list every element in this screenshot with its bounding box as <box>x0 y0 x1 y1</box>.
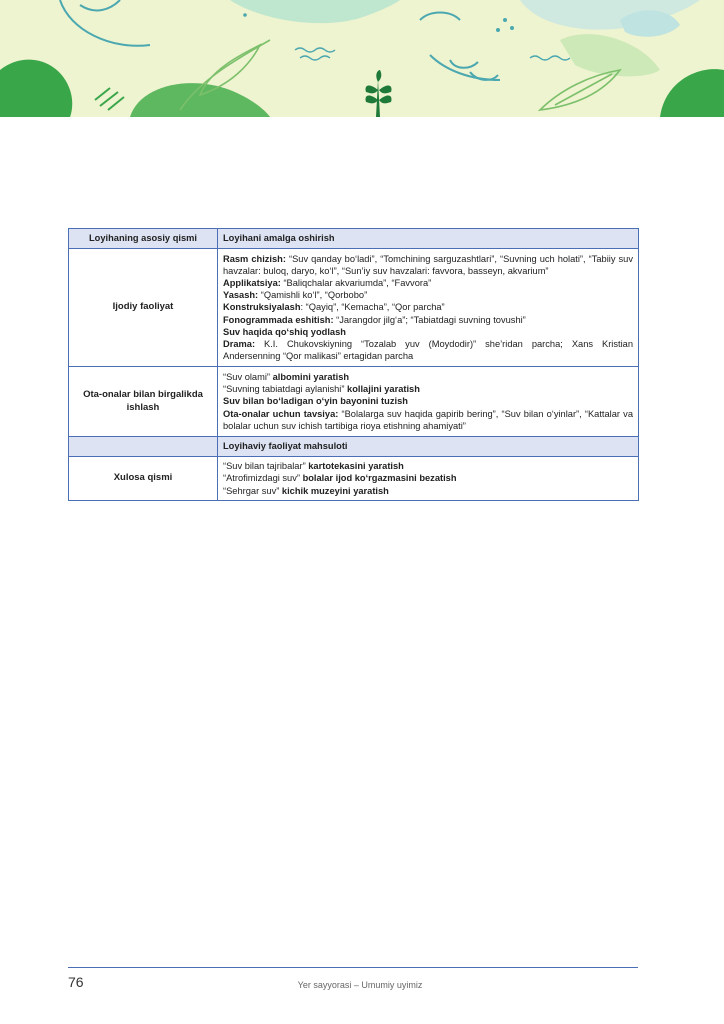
bold-text: Rasm chizish: <box>223 254 286 265</box>
footer-divider <box>68 967 638 968</box>
content-line <box>223 395 633 407</box>
content-line <box>223 371 633 383</box>
bold-text: Ota-onalar uchun tavsiya: <box>223 408 339 419</box>
header-project-product: Loyihaviy faoliyat mahsuloti <box>218 437 639 457</box>
decorative-leaf-banner <box>0 0 724 117</box>
content-line <box>223 460 633 472</box>
plain-text: “Sehrgar suv” <box>223 485 282 496</box>
project-plan-table <box>68 228 639 501</box>
header-main-part: Loyihaning asosiy qismi <box>69 229 218 249</box>
bold-text: Fonogrammada eshitish: <box>223 314 334 325</box>
page-number: 76 <box>68 974 84 990</box>
plain-text: “Baliqchalar akvariumda”, “Favvora” <box>280 278 432 289</box>
content-line <box>223 408 633 432</box>
table-subheader-row <box>69 437 639 457</box>
table-row <box>69 249 639 367</box>
bold-text: kartotekasini yaratish <box>308 461 404 472</box>
leaf-illustration <box>0 0 724 117</box>
bold-text: kichik muzeyini yaratish <box>281 485 389 496</box>
content-line <box>223 338 633 362</box>
plain-text: “Bolalarga suv haqida gapirib bering”, “Suv bilan o‘yinlar”, “Kattalar va bolalar uchun suv ichish tartibiga rioya etishning ahamiyati” <box>223 408 633 431</box>
bold-text: Suv bilan bo‘ladigan o‘yin bayonini tuzish <box>223 396 408 407</box>
header-implementation: Loyihani amalga oshirish <box>218 229 639 249</box>
plain-text: “Qamishli ko‘l”, “Qorbobo” <box>258 290 368 301</box>
table-row <box>69 457 639 501</box>
plain-text: : “Qayiq”, “Kemacha”, “Qor parcha” <box>300 302 445 313</box>
plain-text: “Jarangdor jilg‘a”; “Tabiatdagi suvning tovushi” <box>333 314 526 325</box>
plain-text: “Suv bilan tajribalar” <box>223 461 309 472</box>
content-line <box>223 485 633 497</box>
bold-text: Konstruksiyalash <box>223 302 301 313</box>
plain-text: “Atrofimizdagi suv” <box>223 473 303 484</box>
section-content <box>218 249 639 367</box>
footer-title: Yer sayyorasi – Umumiy uyimiz <box>297 980 423 990</box>
content-line <box>223 289 633 301</box>
bold-text: Suv haqida qo‘shiq yodlash <box>223 326 346 337</box>
plain-text: “Suv olami” <box>223 372 273 383</box>
content-line <box>223 253 633 277</box>
content-line <box>223 472 633 484</box>
content-line <box>223 314 633 326</box>
bold-text: kollajini yaratish <box>347 384 420 395</box>
content-line <box>223 277 633 289</box>
content-line <box>223 301 633 313</box>
plain-text: “Suvning tabiatdagi aylanishi” <box>223 384 348 395</box>
bold-text: Drama: <box>223 338 256 349</box>
bold-text: bolalar ijod ko‘rgazmasini bezatish <box>302 473 457 484</box>
content-line <box>223 326 633 338</box>
section-label: Xulosa qismi <box>69 457 218 501</box>
bold-text: albomini yaratish <box>272 372 350 383</box>
subheader-empty <box>69 437 218 457</box>
bold-text: Yasash: <box>223 290 259 301</box>
content-line <box>223 383 633 395</box>
section-content <box>218 367 639 437</box>
section-label: Ota-onalar bilan birgalikda ishlash <box>69 367 218 437</box>
bold-text: Applikatsiya: <box>223 278 281 289</box>
table-row <box>69 367 639 437</box>
plain-text: K.I. Chukovskiyning “Tozalab yuv (Moydodir)” she’ridan parcha; Xans Kristian Andersenning “Qor malikasi” ertagidan parcha <box>223 338 633 361</box>
section-content <box>218 457 639 501</box>
section-label: Ijodiy faoliyat <box>69 249 218 367</box>
table-header-row <box>69 229 639 249</box>
plain-text: “Suv qanday bo‘ladi”, “Tomchining sarguzashtlari”, “Suvning uch holati”, “Tabiiy suv havzalar: buloq, daryo, ko‘l”, “Sun’iy suv havzalari: favvora, basseyn, akvarium” <box>223 254 633 277</box>
